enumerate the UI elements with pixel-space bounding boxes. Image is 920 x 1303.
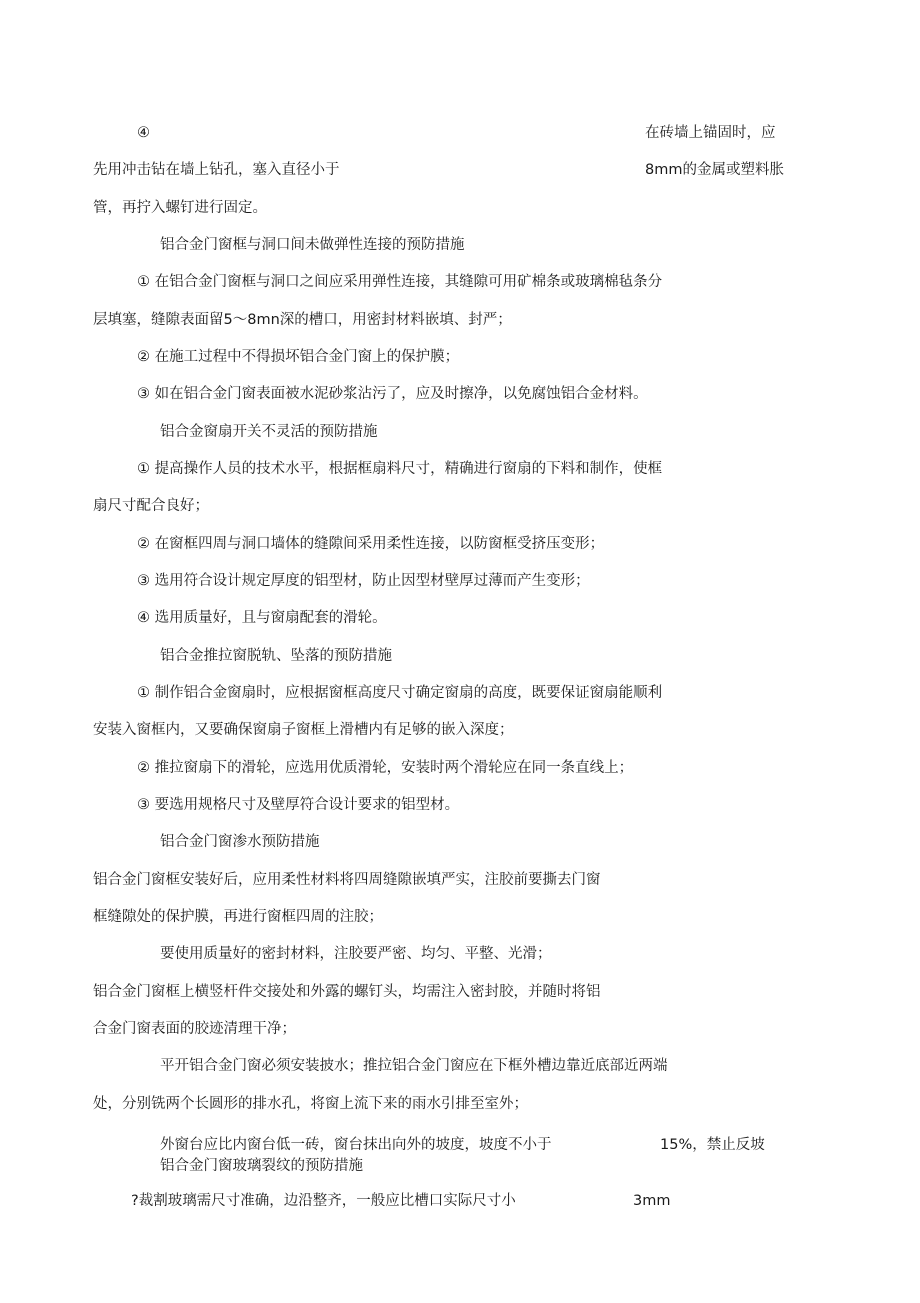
text-line: 安装入窗框内，又要确保窗扇子窗框上滑槽内有足够的嵌入深度； xyxy=(93,722,514,738)
text-line: 在砖墙上锚固时，应 xyxy=(645,125,776,141)
section-heading: 铝合金门窗玻璃裂纹的预防措施 xyxy=(160,1158,363,1174)
text-line: ④ xyxy=(137,125,150,141)
section-heading: 铝合金窗扇开关不灵活的预防措施 xyxy=(160,424,378,440)
text-line: ③ 要选用规格尺寸及壁厚符合设计要求的铝型材。 xyxy=(137,797,460,813)
text-line: ① 制作铝合金窗扇时，应根据窗框高度尺寸确定窗扇的高度，既要保证窗扇能顺利 xyxy=(137,685,663,701)
text-line: 处，分别铣两个长圆形的排水孔，将窗上流下来的雨水引排至室外； xyxy=(93,1096,528,1112)
text-line: 管，再拧入螺钉进行固定。 xyxy=(93,200,267,216)
text-line: ③ 如在铝合金门窗表面被水泥砂浆沾污了，应及时擦净，以免腐蚀铝合金材料。 xyxy=(137,386,648,402)
section-heading: 铝合金门窗渗水预防措施 xyxy=(160,834,320,850)
text-line: ④ 选用质量好，且与窗扇配套的滑轮。 xyxy=(137,610,387,626)
text-line: 15%，禁止反坡 xyxy=(660,1137,765,1153)
text-line: ② 在窗框四周与洞口墙体的缝隙间采用柔性连接，以防窗框受挤压变形； xyxy=(137,536,605,552)
text-line: 要使用质量好的密封材料，注胶要严密、均匀、平整、光滑； xyxy=(160,946,552,962)
text-line: 扇尺寸配合良好； xyxy=(93,498,209,514)
text-line: 层填塞，缝隙表面留5～8mn深的槽口，用密封材料嵌填、封严； xyxy=(93,312,512,328)
section-heading: 铝合金门窗框与洞口间未做弹性连接的预防措施 xyxy=(160,237,465,253)
text-line: 外窗台应比内窗台低一砖，窗台抹出向外的坡度，坡度不小于 xyxy=(160,1137,552,1153)
text-line: 8mm的金属或塑料胀 xyxy=(645,162,784,178)
text-line: 平开铝合金门窗必须安装披水；推拉铝合金门窗应在下框外槽边靠近底部近两端 xyxy=(160,1058,668,1074)
text-line: 框缝隙处的保护膜，再进行窗框四周的注胶； xyxy=(93,909,383,925)
text-line: ① 提高操作人员的技术水平，根据框扇料尺寸，精确进行窗扇的下料和制作，使框 xyxy=(137,461,663,477)
text-line: 铝合金门窗框上横竖杆件交接处和外露的螺钉头，均需注入密封胶，并随时将铝 xyxy=(93,984,601,1000)
text-line: ① 在铝合金门窗框与洞口之间应采用弹性连接，其缝隙可用矿棉条或玻璃棉毡条分 xyxy=(137,274,663,290)
text-line: ?裁割玻璃需尺寸准确，边沿整齐，一般应比槽口实际尺寸小 xyxy=(131,1193,516,1209)
text-line: ② 推拉窗扇下的滑轮，应选用优质滑轮，安装时两个滑轮应在同一条直线上； xyxy=(137,760,634,776)
text-line: ② 在施工过程中不得损坏铝合金门窗上的保护膜； xyxy=(137,349,460,365)
text-line: 合金门窗表面的胶迹清理干净； xyxy=(93,1021,296,1037)
text-line: 先用冲击钻在墙上钻孔，塞入直径小于 xyxy=(93,162,340,178)
text-line: 铝合金门窗框安装好后，应用柔性材料将四周缝隙嵌填严实，注胶前要撕去门窗 xyxy=(93,872,601,888)
text-line: 3mm xyxy=(633,1193,671,1209)
section-heading: 铝合金推拉窗脱轨、坠落的预防措施 xyxy=(160,648,392,664)
text-line: ③ 选用符合设计规定厚度的铝型材，防止因型材壁厚过薄而产生变形； xyxy=(137,573,590,589)
